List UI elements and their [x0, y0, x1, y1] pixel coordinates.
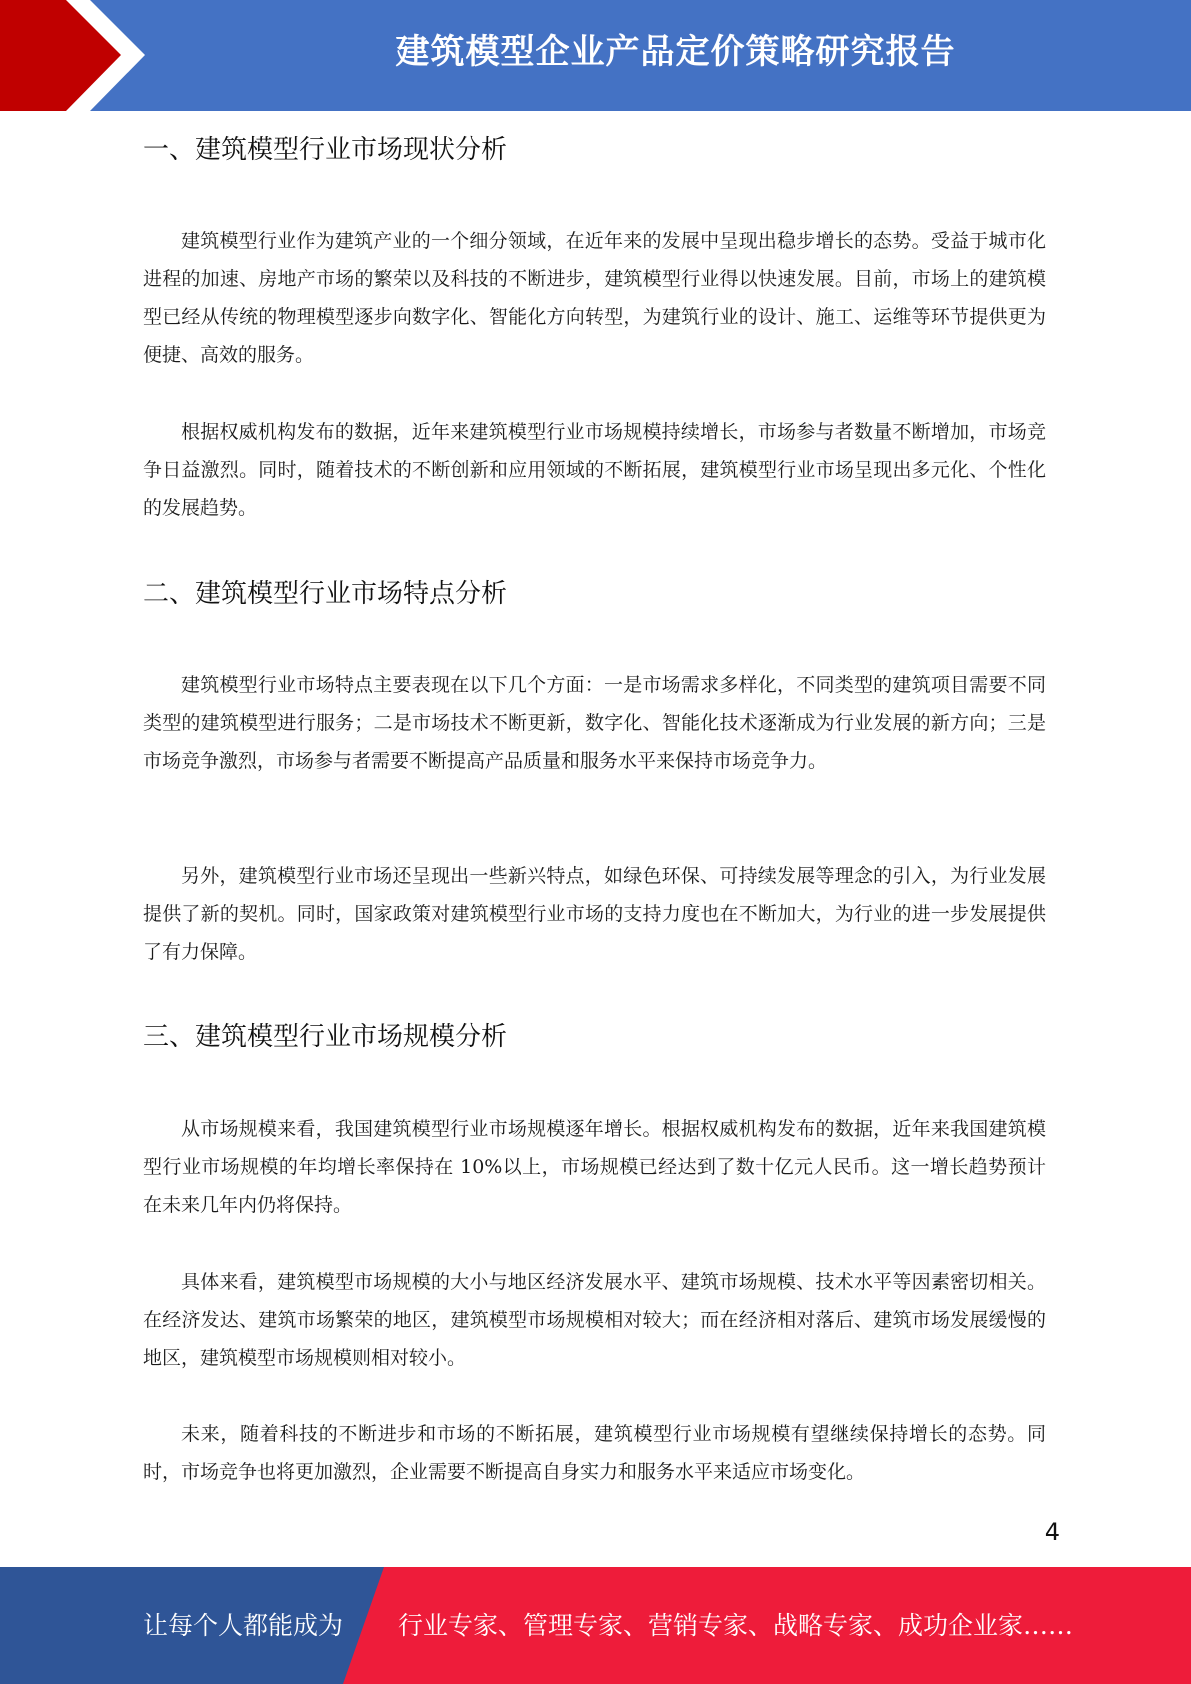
page-number: 4 — [1044, 1518, 1060, 1546]
section-1-paragraph-2: 根据权威机构发布的数据，近年来建筑模型行业市场规模持续增长，市场参与者数量不断增加，市场竞争日益激烈。同时，随着技术的不断创新和应用领域的不断拓展，建筑模型行业市场呈现出多元化、个性化的发展趋势。 — [143, 421, 1046, 519]
section-3-paragraph-2: 具体来看，建筑模型市场规模的大小与地区经济发展水平、建筑市场规模、技术水平等因素密切相关。在经济发达、建筑市场繁荣的地区，建筑模型市场规模相对较大；而在经济相对落后、建筑市场发展缓慢的地区，建筑模型市场规模则相对较小。 — [143, 1271, 1046, 1369]
section-heading-3: 三、建筑模型行业市场规模分析 — [143, 1022, 508, 1052]
section-3-paragraph-3: 未来，随着科技的不断进步和市场的不断拓展，建筑模型行业市场规模有望继续保持增长的态势。同时，市场竞争也将更加激烈，企业需要不断提高自身实力和服务水平来适应市场变化。 — [143, 1423, 1046, 1483]
section-heading-1: 一、建筑模型行业市场现状分析 — [143, 135, 508, 165]
section-heading-2: 二、建筑模型行业市场特点分析 — [143, 579, 508, 609]
footer-slogan-left: 让每个人都能成为 — [143, 1611, 344, 1640]
section-3-paragraph-1: 从市场规模来看，我国建筑模型行业市场规模逐年增长。根据权威机构发布的数据，近年来我国建筑模型行业市场规模的年均增长率保持在 10%以上，市场规模已经达到了数十亿元人民币。这一增长趋势预计在未来几年内仍将保持。 — [143, 1118, 1046, 1216]
section-2-paragraph-2: 另外，建筑模型行业市场还呈现出一些新兴特点，如绿色环保、可持续发展等理念的引入，为行业发展提供了新的契机。同时，国家政策对建筑模型行业市场的支持力度也在不断加大，为行业的进一步发展提供了有力保障。 — [143, 865, 1046, 963]
footer-banner — [0, 1567, 1191, 1684]
section-1-paragraph-1: 建筑模型行业作为建筑产业的一个细分领域，在近年来的发展中呈现出稳步增长的态势。受益于城市化进程的加速、房地产市场的繁荣以及科技的不断进步，建筑模型行业得以快速发展。目前，市场上的建筑模型已经从传统的物理模型逐步向数字化、智能化方向转型，为建筑行业的设计、施工、运维等环节提供更为便捷、高效的服务。 — [143, 230, 1046, 366]
header-banner — [0, 0, 1191, 111]
footer-slogan-right: 行业专家、管理专家、营销专家、战略专家、成功企业家…… — [398, 1611, 1074, 1640]
section-2-paragraph-1: 建筑模型行业市场特点主要表现在以下几个方面：一是市场需求多样化，不同类型的建筑项目需要不同类型的建筑模型进行服务；二是市场技术不断更新，数字化、智能化技术逐渐成为行业发展的新方向；三是市场竞争激烈，市场参与者需要不断提高产品质量和服务水平来保持市场竞争力。 — [143, 674, 1046, 772]
document-title: 建筑模型企业产品定价策略研究报告 — [395, 32, 956, 72]
